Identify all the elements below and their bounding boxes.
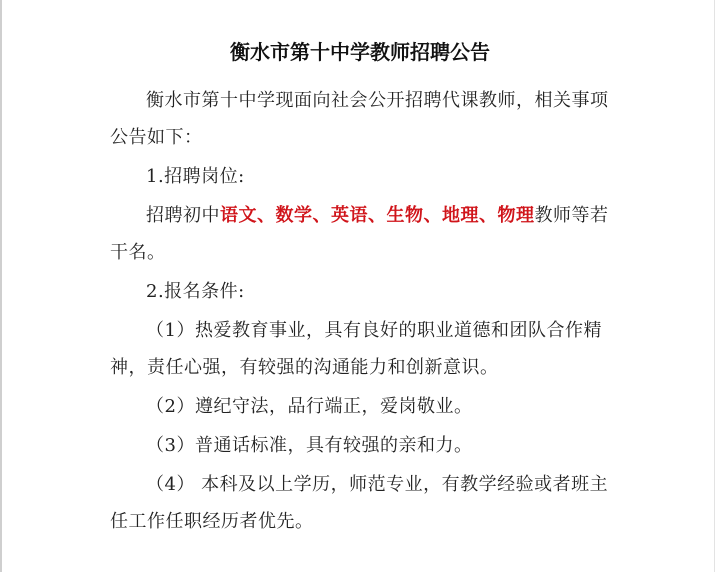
document-title: 衡水市第十中学教师招聘公告: [230, 40, 490, 64]
condition-4: （4） 本科及以上学历，师范专业，有教学经验或者班主任工作任职经历者优先。: [110, 474, 609, 532]
document-page: [110, 36, 610, 542]
section1-suffix: 教师等若干名。: [110, 205, 609, 263]
section1-prefix: 招聘初中: [146, 205, 220, 226]
subjects-highlight: 语文、数学、英语、生物、地理、物理: [220, 205, 535, 226]
condition-2: （2）遵纪守法，品行端正，爱岗敬业。: [146, 396, 473, 417]
page-left-edge: [0, 0, 2, 572]
section1-paragraph: [110, 197, 610, 271]
condition-1: （1）热爱教育事业，具有良好的职业道德和团队合作精神，责任心强，有较强的沟通能力和创新意识。: [110, 320, 602, 378]
condition-3: （3）普通话标准，具有较强的亲和力。: [146, 435, 473, 456]
section1-heading: 1.招聘岗位:: [146, 166, 245, 187]
intro-paragraph: 衡水市第十中学现面向社会公开招聘代课教师，相关事项公告如下：: [110, 90, 609, 148]
section2-heading: 2.报名条件:: [146, 281, 245, 302]
